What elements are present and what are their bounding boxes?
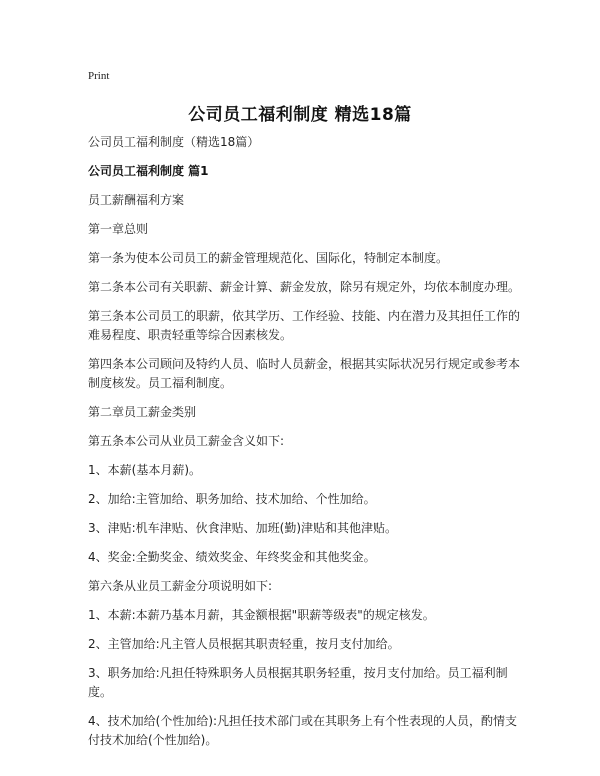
paragraph: 第一条为使本公司员工的薪金管理规范化、国际化，特制定本制度。 [88, 251, 449, 265]
list-item: 2、主管加给:凡主管人员根据其职责轻重，按月支付加给。 [88, 637, 400, 651]
paragraph: 第四条本公司顾问及特约人员、临时人员薪金，根据其实际状况另行规定或参考本制度核发。员工福利制度。 [88, 357, 521, 390]
paragraph: 第五条本公司从业员工薪金含义如下: [88, 434, 285, 448]
list-item: 3、职务加给:凡担任特殊职务人员根据其职务轻重，按月支付加给。员工福利制度。 [88, 666, 508, 699]
chapter-heading: 第二章员工薪金类别 [88, 405, 197, 419]
list-item: 1、本薪:本薪乃基本月薪，其金额根据"职薪等级表"的规定核发。 [88, 608, 435, 622]
print-label: Print [88, 70, 110, 82]
list-item: 1、本薪(基本月薪)。 [88, 463, 201, 477]
document-body [88, 133, 520, 760]
list-item: 4、奖金:全勤奖金、绩效奖金、年终奖金和其他奖金。 [88, 550, 376, 564]
paragraph: 员工薪酬福利方案 [88, 193, 185, 207]
chapter-heading: 第一章总则 [88, 222, 149, 236]
section-heading: 公司员工福利制度 篇1 [88, 164, 209, 178]
list-item: 2、加给:主管加给、职务加给、技术加给、个性加给。 [88, 492, 376, 506]
list-item: 3、津贴:机车津贴、伙食津贴、加班(勤)津贴和其他津贴。 [88, 521, 398, 535]
paragraph-subtitle: 公司员工福利制度（精选18篇） [88, 135, 260, 149]
paragraph: 第二条本公司有关职薪、薪金计算、薪金发放，除另有规定外，均依本制度办理。 [88, 280, 521, 294]
paragraph: 第六条从业员工薪金分项说明如下: [88, 579, 273, 593]
list-item: 4、技术加给(个性加给):凡担任技术部门或在其职务上有个性表现的人员，酌情支付技术加给(个性加给)。 [88, 714, 518, 747]
paragraph: 第三条本公司员工的职薪，依其学历、工作经验、技能、内在潜力及其担任工作的难易程度、职责轻重等综合因素核发。 [88, 309, 521, 342]
document-title: 公司员工福利制度 精选18篇 [188, 105, 412, 125]
